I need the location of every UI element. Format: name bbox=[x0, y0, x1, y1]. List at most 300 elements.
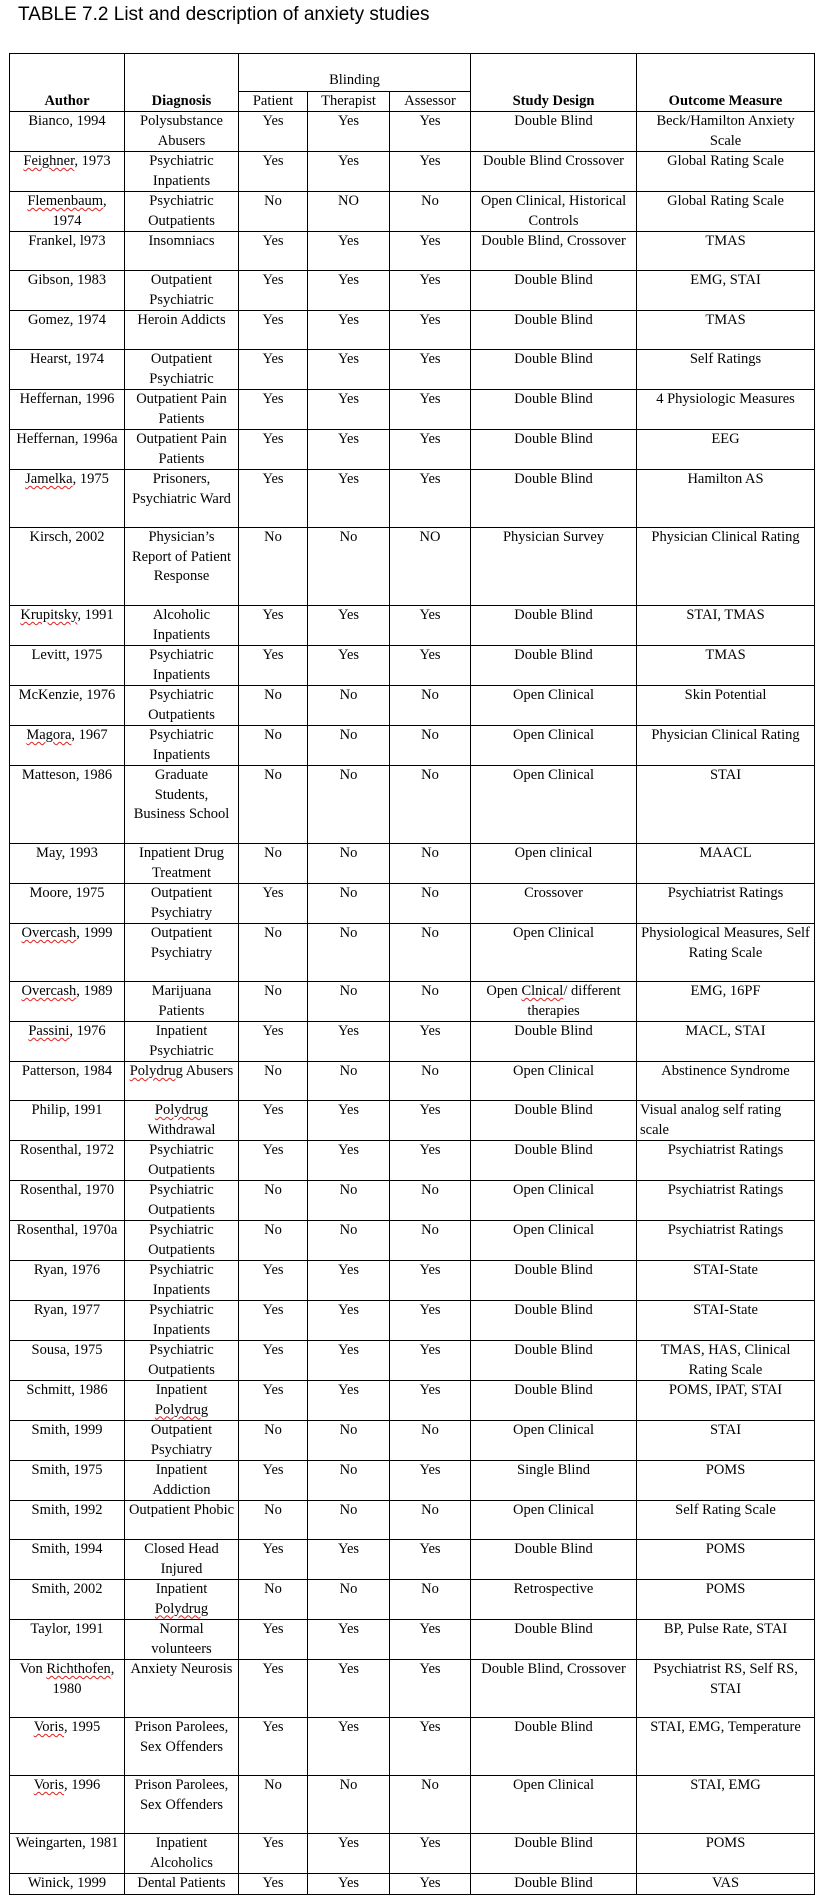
assessor-cell: Yes bbox=[390, 1341, 471, 1381]
spellcheck-word: Polydrug bbox=[154, 1401, 209, 1418]
diagnosis-cell: Normal volunteers bbox=[125, 1620, 239, 1660]
spellcheck-word: Passini bbox=[28, 1023, 70, 1039]
therapist-cell: Yes bbox=[308, 1141, 390, 1181]
therapist-cell: Yes bbox=[308, 1834, 390, 1874]
diagnosis-cell: Outpatient Pain Patients bbox=[125, 430, 239, 470]
author-cell: Magora, 1967 bbox=[10, 726, 125, 766]
author-cell: Heffernan, 1996a bbox=[10, 430, 125, 470]
spellcheck-word: Feighner bbox=[23, 153, 75, 169]
assessor-cell: NO bbox=[390, 528, 471, 606]
table-row bbox=[10, 1301, 815, 1341]
assessor-cell: No bbox=[390, 982, 471, 1022]
study-design-cell: Double Blind bbox=[471, 1301, 637, 1341]
assessor-cell: Yes bbox=[390, 232, 471, 271]
patient-cell: Yes bbox=[239, 232, 308, 271]
therapist-cell: NO bbox=[308, 192, 390, 232]
diagnosis-cell: Psychiatric Outpatients bbox=[125, 1341, 239, 1381]
diagnosis-cell: Psychiatric Outpatients bbox=[125, 686, 239, 726]
outcome-measure-cell: POMS bbox=[637, 1580, 815, 1620]
therapist-cell: No bbox=[308, 766, 390, 844]
diagnosis-cell: Inpatient Addiction bbox=[125, 1461, 239, 1501]
diagnosis-cell: Inpatient Polydrug bbox=[125, 1580, 239, 1620]
header-row-group bbox=[10, 54, 815, 92]
outcome-measure-cell: Psychiatrist Ratings bbox=[637, 1221, 815, 1261]
table-row bbox=[10, 1381, 815, 1421]
diagnosis-cell: Outpatient Psychiatric bbox=[125, 350, 239, 390]
assessor-cell: No bbox=[390, 924, 471, 982]
study-design-cell: Open Clinical bbox=[471, 766, 637, 844]
study-design-cell: Double Blind bbox=[471, 271, 637, 311]
therapist-cell: Yes bbox=[308, 1341, 390, 1381]
table-row bbox=[10, 726, 815, 766]
patient-cell: Yes bbox=[239, 1022, 308, 1062]
therapist-cell: Yes bbox=[308, 1540, 390, 1580]
author-cell: Patterson, 1984 bbox=[10, 1062, 125, 1101]
author-cell: Frankel, l973 bbox=[10, 232, 125, 271]
table-row bbox=[10, 924, 815, 982]
therapist-cell: Yes bbox=[308, 470, 390, 528]
therapist-cell: Yes bbox=[308, 1261, 390, 1301]
diagnosis-cell: Psychiatric Inpatients bbox=[125, 646, 239, 686]
outcome-measure-cell: Psychiatrist Ratings bbox=[637, 1181, 815, 1221]
table-row bbox=[10, 311, 815, 350]
therapist-cell: No bbox=[308, 1062, 390, 1101]
outcome-measure-cell: Psychiatrist Ratings bbox=[637, 884, 815, 924]
author-cell: Bianco, 1994 bbox=[10, 112, 125, 152]
header-author: Author bbox=[10, 54, 125, 112]
outcome-measure-cell: STAI-State bbox=[637, 1261, 815, 1301]
assessor-cell: No bbox=[390, 1421, 471, 1461]
author-cell: Smith, 1975 bbox=[10, 1461, 125, 1501]
patient-cell: No bbox=[239, 1580, 308, 1620]
table-row bbox=[10, 1540, 815, 1580]
header-therapist: Therapist bbox=[308, 91, 390, 112]
author-cell: Matteson, 1986 bbox=[10, 766, 125, 844]
assessor-cell: Yes bbox=[390, 470, 471, 528]
diagnosis-cell: Psychiatric Inpatients bbox=[125, 1301, 239, 1341]
therapist-cell: No bbox=[308, 1501, 390, 1540]
outcome-measure-cell: Abstinence Syndrome bbox=[637, 1062, 815, 1101]
patient-cell: Yes bbox=[239, 1261, 308, 1301]
study-design-cell: Double Blind bbox=[471, 1341, 637, 1381]
outcome-measure-cell: Psychiatrist Ratings bbox=[637, 1141, 815, 1181]
assessor-cell: Yes bbox=[390, 1101, 471, 1141]
spellcheck-word: Richthofen bbox=[46, 1661, 111, 1677]
therapist-cell: No bbox=[308, 1221, 390, 1261]
study-design-cell: Open Clinical bbox=[471, 924, 637, 982]
study-design-cell: Physician Survey bbox=[471, 528, 637, 606]
table-row bbox=[10, 430, 815, 470]
therapist-cell: Yes bbox=[308, 1101, 390, 1141]
diagnosis-cell: Outpatient Pain Patients bbox=[125, 390, 239, 430]
therapist-cell: No bbox=[308, 982, 390, 1022]
table-row bbox=[10, 1718, 815, 1776]
patient-cell: Yes bbox=[239, 1540, 308, 1580]
assessor-cell: Yes bbox=[390, 1718, 471, 1776]
assessor-cell: No bbox=[390, 1181, 471, 1221]
outcome-measure-cell: TMAS bbox=[637, 646, 815, 686]
therapist-cell: Yes bbox=[308, 646, 390, 686]
assessor-cell: Yes bbox=[390, 1540, 471, 1580]
table-row bbox=[10, 1261, 815, 1301]
spellcheck-word: Voris bbox=[33, 1719, 65, 1735]
assessor-cell: Yes bbox=[390, 1874, 471, 1895]
assessor-cell: Yes bbox=[390, 350, 471, 390]
header-assessor: Assessor bbox=[390, 91, 471, 112]
therapist-cell: Yes bbox=[308, 350, 390, 390]
table-container bbox=[9, 53, 815, 1895]
patient-cell: Yes bbox=[239, 1341, 308, 1381]
study-design-cell: Open Clinical bbox=[471, 726, 637, 766]
author-cell: Rosenthal, 1970 bbox=[10, 1181, 125, 1221]
therapist-cell: No bbox=[308, 924, 390, 982]
outcome-measure-cell: Physiological Measures, Self Rating Scale bbox=[637, 924, 815, 982]
header-diagnosis: Diagnosis bbox=[125, 54, 239, 112]
outcome-measure-cell: POMS bbox=[637, 1461, 815, 1501]
patient-cell: Yes bbox=[239, 1834, 308, 1874]
study-design-cell: Open Clinical bbox=[471, 1221, 637, 1261]
assessor-cell: No bbox=[390, 844, 471, 884]
therapist-cell: Yes bbox=[308, 112, 390, 152]
patient-cell: Yes bbox=[239, 152, 308, 192]
diagnosis-cell: Polydrug Withdrawal bbox=[125, 1101, 239, 1141]
diagnosis-cell: Prisoners, Psychiatric Ward bbox=[125, 470, 239, 528]
patient-cell: Yes bbox=[239, 1874, 308, 1895]
header-blinding: Blinding bbox=[239, 54, 471, 92]
outcome-measure-cell: STAI, EMG, Temperature bbox=[637, 1718, 815, 1776]
study-design-cell: Double Blind bbox=[471, 1718, 637, 1776]
diagnosis-cell: Graduate Students, Business School bbox=[125, 766, 239, 844]
author-cell: Feighner, 1973 bbox=[10, 152, 125, 192]
outcome-measure-cell: 4 Physiologic Measures bbox=[637, 390, 815, 430]
patient-cell: No bbox=[239, 192, 308, 232]
author-cell: Moore, 1975 bbox=[10, 884, 125, 924]
study-design-cell: Double Blind bbox=[471, 1620, 637, 1660]
table-row bbox=[10, 232, 815, 271]
assessor-cell: Yes bbox=[390, 430, 471, 470]
study-design-cell: Double Blind bbox=[471, 1101, 637, 1141]
patient-cell: No bbox=[239, 766, 308, 844]
study-design-cell: Open Clinical, Historical Controls bbox=[471, 192, 637, 232]
patient-cell: No bbox=[239, 726, 308, 766]
table-row bbox=[10, 606, 815, 646]
assessor-cell: Yes bbox=[390, 112, 471, 152]
outcome-measure-cell: BP, Pulse Rate, STAI bbox=[637, 1620, 815, 1660]
study-design-cell: Open Clnical/ different therapies bbox=[471, 982, 637, 1022]
outcome-measure-cell: POMS bbox=[637, 1540, 815, 1580]
assessor-cell: No bbox=[390, 766, 471, 844]
author-cell: Krupitsky, 1991 bbox=[10, 606, 125, 646]
diagnosis-cell: Inpatient Alcoholics bbox=[125, 1834, 239, 1874]
assessor-cell: Yes bbox=[390, 1381, 471, 1421]
patient-cell: No bbox=[239, 1776, 308, 1834]
therapist-cell: Yes bbox=[308, 1620, 390, 1660]
study-design-cell: Double Blind bbox=[471, 350, 637, 390]
therapist-cell: Yes bbox=[308, 311, 390, 350]
outcome-measure-cell: TMAS, HAS, Clinical Rating Scale bbox=[637, 1341, 815, 1381]
diagnosis-cell: Outpatient Psychiatric bbox=[125, 271, 239, 311]
therapist-cell: Yes bbox=[308, 1022, 390, 1062]
author-cell: Heffernan, 1996 bbox=[10, 390, 125, 430]
therapist-cell: No bbox=[308, 726, 390, 766]
author-cell: Winick, 1999 bbox=[10, 1874, 125, 1895]
patient-cell: Yes bbox=[239, 1101, 308, 1141]
outcome-measure-cell: Psychiatrist RS, Self RS, STAI bbox=[637, 1660, 815, 1718]
patient-cell: Yes bbox=[239, 884, 308, 924]
spellcheck-word: Overcash bbox=[21, 983, 77, 999]
study-design-cell: Double Blind bbox=[471, 1834, 637, 1874]
outcome-measure-cell: STAI, EMG bbox=[637, 1776, 815, 1834]
diagnosis-cell: Polysubstance Abusers bbox=[125, 112, 239, 152]
diagnosis-cell: Psychiatric Outpatients bbox=[125, 192, 239, 232]
diagnosis-cell: Physician’s Report of Patient Response bbox=[125, 528, 239, 606]
table-row bbox=[10, 982, 815, 1022]
diagnosis-cell: Polydrug Abusers bbox=[125, 1062, 239, 1101]
assessor-cell: Yes bbox=[390, 646, 471, 686]
diagnosis-cell: Dental Patients bbox=[125, 1874, 239, 1895]
assessor-cell: No bbox=[390, 1501, 471, 1540]
therapist-cell: No bbox=[308, 1181, 390, 1221]
assessor-cell: Yes bbox=[390, 1620, 471, 1660]
therapist-cell: Yes bbox=[308, 390, 390, 430]
table-row bbox=[10, 152, 815, 192]
author-cell: Smith, 1992 bbox=[10, 1501, 125, 1540]
table-row bbox=[10, 390, 815, 430]
diagnosis-cell: Insomniacs bbox=[125, 232, 239, 271]
assessor-cell: No bbox=[390, 686, 471, 726]
study-design-cell: Open Clinical bbox=[471, 1421, 637, 1461]
spellcheck-word: Overcash bbox=[21, 925, 77, 941]
patient-cell: Yes bbox=[239, 311, 308, 350]
patient-cell: No bbox=[239, 924, 308, 982]
table-row bbox=[10, 646, 815, 686]
author-cell: Ryan, 1976 bbox=[10, 1261, 125, 1301]
author-cell: Philip, 1991 bbox=[10, 1101, 125, 1141]
spellcheck-word: Polydrug bbox=[154, 1102, 209, 1118]
assessor-cell: No bbox=[390, 1580, 471, 1620]
table-row bbox=[10, 1062, 815, 1101]
patient-cell: Yes bbox=[239, 606, 308, 646]
spellcheck-word: Jamelka bbox=[25, 471, 73, 487]
diagnosis-cell: Outpatient Phobic bbox=[125, 1501, 239, 1540]
outcome-measure-cell: VAS bbox=[637, 1874, 815, 1895]
study-design-cell: Double Blind bbox=[471, 606, 637, 646]
table-row bbox=[10, 844, 815, 884]
outcome-measure-cell: EMG, 16PF bbox=[637, 982, 815, 1022]
diagnosis-cell: Psychiatric Outpatients bbox=[125, 1141, 239, 1181]
patient-cell: Yes bbox=[239, 470, 308, 528]
assessor-cell: No bbox=[390, 1062, 471, 1101]
study-design-cell: Double Blind bbox=[471, 1261, 637, 1301]
patient-cell: No bbox=[239, 686, 308, 726]
spellcheck-word: Polydrug bbox=[129, 1063, 183, 1079]
assessor-cell: No bbox=[390, 726, 471, 766]
patient-cell: Yes bbox=[239, 112, 308, 152]
diagnosis-cell: Closed Head Injured bbox=[125, 1540, 239, 1580]
patient-cell: No bbox=[239, 1421, 308, 1461]
therapist-cell: No bbox=[308, 686, 390, 726]
assessor-cell: Yes bbox=[390, 1834, 471, 1874]
outcome-measure-cell: Beck/Hamilton Anxiety Scale bbox=[637, 112, 815, 152]
study-design-cell: Double Blind bbox=[471, 1540, 637, 1580]
spellcheck-word: Voris bbox=[33, 1777, 65, 1793]
outcome-measure-cell: STAI bbox=[637, 1421, 815, 1461]
author-cell: Flemenbaum, 1974 bbox=[10, 192, 125, 232]
study-design-cell: Open Clinical bbox=[471, 1062, 637, 1101]
study-design-cell: Double Blind Crossover bbox=[471, 152, 637, 192]
therapist-cell: No bbox=[308, 844, 390, 884]
outcome-measure-cell: Visual analog self rating scale bbox=[637, 1101, 815, 1141]
outcome-measure-cell: Self Ratings bbox=[637, 350, 815, 390]
assessor-cell: Yes bbox=[390, 1461, 471, 1501]
therapist-cell: Yes bbox=[308, 271, 390, 311]
study-design-cell: Crossover bbox=[471, 884, 637, 924]
table-row bbox=[10, 271, 815, 311]
study-design-cell: Double Blind bbox=[471, 1022, 637, 1062]
spellcheck-word: Flemenbaum bbox=[27, 193, 104, 209]
outcome-measure-cell: EMG, STAI bbox=[637, 271, 815, 311]
diagnosis-cell: Alcoholic Inpatients bbox=[125, 606, 239, 646]
assessor-cell: Yes bbox=[390, 1022, 471, 1062]
therapist-cell: No bbox=[308, 1580, 390, 1620]
diagnosis-cell: Psychiatric Inpatients bbox=[125, 1261, 239, 1301]
diagnosis-cell: Psychiatric Inpatients bbox=[125, 152, 239, 192]
study-design-cell: Single Blind bbox=[471, 1461, 637, 1501]
author-cell: Ryan, 1977 bbox=[10, 1301, 125, 1341]
table-row bbox=[10, 470, 815, 528]
outcome-measure-cell: MACL, STAI bbox=[637, 1022, 815, 1062]
patient-cell: Yes bbox=[239, 1301, 308, 1341]
patient-cell: Yes bbox=[239, 390, 308, 430]
therapist-cell: No bbox=[308, 528, 390, 606]
author-cell: Weingarten, 1981 bbox=[10, 1834, 125, 1874]
assessor-cell: Yes bbox=[390, 1660, 471, 1718]
therapist-cell: Yes bbox=[308, 1301, 390, 1341]
table-row bbox=[10, 1501, 815, 1540]
study-design-cell: Open Clinical bbox=[471, 686, 637, 726]
study-design-cell: Double Blind bbox=[471, 430, 637, 470]
table-row bbox=[10, 686, 815, 726]
author-cell: Voris, 1995 bbox=[10, 1718, 125, 1776]
assessor-cell: No bbox=[390, 192, 471, 232]
author-cell: Overcash, 1989 bbox=[10, 982, 125, 1022]
therapist-cell: Yes bbox=[308, 430, 390, 470]
diagnosis-cell: Outpatient Psychiatry bbox=[125, 924, 239, 982]
diagnosis-cell: Outpatient Psychiatry bbox=[125, 884, 239, 924]
therapist-cell: Yes bbox=[308, 152, 390, 192]
study-design-cell: Double Blind, Crossover bbox=[471, 232, 637, 271]
author-cell: Rosenthal, 1972 bbox=[10, 1141, 125, 1181]
study-design-cell: Open Clinical bbox=[471, 1776, 637, 1834]
therapist-cell: Yes bbox=[308, 232, 390, 271]
diagnosis-cell: Outpatient Psychiatry bbox=[125, 1421, 239, 1461]
patient-cell: No bbox=[239, 844, 308, 884]
outcome-measure-cell: Physician Clinical Rating bbox=[637, 528, 815, 606]
author-cell: Smith, 1994 bbox=[10, 1540, 125, 1580]
outcome-measure-cell: Hamilton AS bbox=[637, 470, 815, 528]
header-study-design: Study Design bbox=[471, 54, 637, 112]
author-cell: May, 1993 bbox=[10, 844, 125, 884]
study-design-cell: Double Blind, Crossover bbox=[471, 1660, 637, 1718]
patient-cell: Yes bbox=[239, 1620, 308, 1660]
outcome-measure-cell: POMS bbox=[637, 1834, 815, 1874]
diagnosis-cell: Heroin Addicts bbox=[125, 311, 239, 350]
outcome-measure-cell: Skin Potential bbox=[637, 686, 815, 726]
author-cell: Levitt, 1975 bbox=[10, 646, 125, 686]
author-cell: Rosenthal, 1970a bbox=[10, 1221, 125, 1261]
study-design-cell: Double Blind bbox=[471, 390, 637, 430]
assessor-cell: Yes bbox=[390, 311, 471, 350]
diagnosis-cell: Inpatient Drug Treatment bbox=[125, 844, 239, 884]
diagnosis-cell: Prison Parolees, Sex Offenders bbox=[125, 1776, 239, 1834]
table-row bbox=[10, 1141, 815, 1181]
diagnosis-cell: Prison Parolees, Sex Offenders bbox=[125, 1718, 239, 1776]
table-row bbox=[10, 192, 815, 232]
author-cell: Hearst, 1974 bbox=[10, 350, 125, 390]
author-cell: Sousa, 1975 bbox=[10, 1341, 125, 1381]
study-design-cell: Double Blind bbox=[471, 311, 637, 350]
study-design-cell: Retrospective bbox=[471, 1580, 637, 1620]
study-design-cell: Open clinical bbox=[471, 844, 637, 884]
table-row bbox=[10, 1834, 815, 1874]
assessor-cell: Yes bbox=[390, 1141, 471, 1181]
table-row bbox=[10, 1620, 815, 1660]
study-design-cell: Double Blind bbox=[471, 470, 637, 528]
study-design-cell: Double Blind bbox=[471, 1874, 637, 1895]
table-row bbox=[10, 1580, 815, 1620]
table-row bbox=[10, 1421, 815, 1461]
therapist-cell: Yes bbox=[308, 1381, 390, 1421]
patient-cell: No bbox=[239, 1062, 308, 1101]
assessor-cell: Yes bbox=[390, 606, 471, 646]
study-design-cell: Double Blind bbox=[471, 112, 637, 152]
therapist-cell: No bbox=[308, 884, 390, 924]
table-row bbox=[10, 1101, 815, 1141]
patient-cell: Yes bbox=[239, 646, 308, 686]
diagnosis-cell: Inpatient Psychiatric bbox=[125, 1022, 239, 1062]
table-row bbox=[10, 1181, 815, 1221]
table-row bbox=[10, 1022, 815, 1062]
outcome-measure-cell: POMS, IPAT, STAI bbox=[637, 1381, 815, 1421]
assessor-cell: No bbox=[390, 1221, 471, 1261]
outcome-measure-cell: EEG bbox=[637, 430, 815, 470]
author-cell: Taylor, 1991 bbox=[10, 1620, 125, 1660]
patient-cell: Yes bbox=[239, 1660, 308, 1718]
author-cell: Jamelka, 1975 bbox=[10, 470, 125, 528]
header-patient: Patient bbox=[239, 91, 308, 112]
author-cell: Passini, 1976 bbox=[10, 1022, 125, 1062]
diagnosis-cell: Psychiatric Outpatients bbox=[125, 1221, 239, 1261]
outcome-measure-cell: STAI-State bbox=[637, 1301, 815, 1341]
table-row bbox=[10, 1221, 815, 1261]
patient-cell: No bbox=[239, 1501, 308, 1540]
author-cell: Smith, 1999 bbox=[10, 1421, 125, 1461]
spellcheck-word: Clnical bbox=[521, 983, 564, 999]
study-design-cell: Open Clinical bbox=[471, 1501, 637, 1540]
spellcheck-word: Magora bbox=[26, 727, 72, 743]
header-outcome-measure: Outcome Measure bbox=[637, 54, 815, 112]
patient-cell: Yes bbox=[239, 350, 308, 390]
study-design-cell: Double Blind bbox=[471, 1141, 637, 1181]
table-row bbox=[10, 350, 815, 390]
diagnosis-cell: Anxiety Neurosis bbox=[125, 1660, 239, 1718]
therapist-cell: No bbox=[308, 1421, 390, 1461]
outcome-measure-cell: Global Rating Scale bbox=[637, 192, 815, 232]
patient-cell: Yes bbox=[239, 1461, 308, 1501]
author-cell: Overcash, 1999 bbox=[10, 924, 125, 982]
patient-cell: No bbox=[239, 1221, 308, 1261]
outcome-measure-cell: Physician Clinical Rating bbox=[637, 726, 815, 766]
